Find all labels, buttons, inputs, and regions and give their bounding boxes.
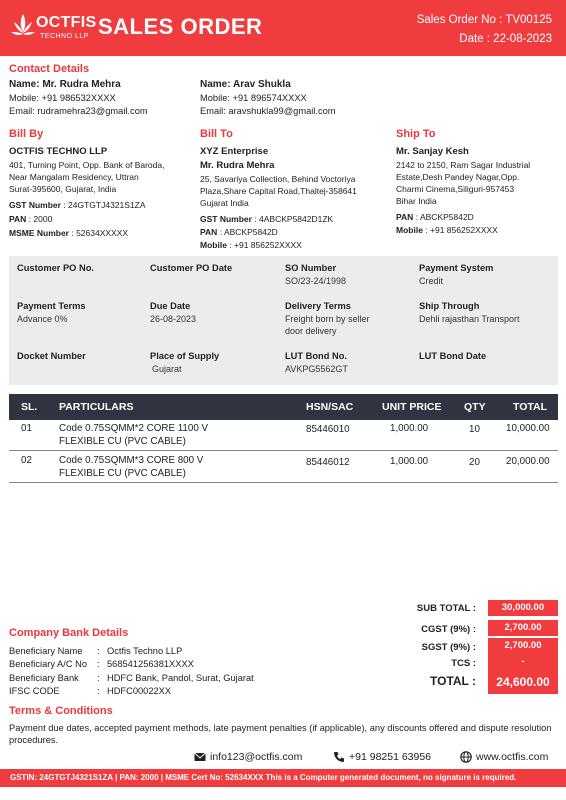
- row-qty: 10: [469, 424, 480, 435]
- envelope-icon: [194, 751, 206, 763]
- row-sl: 01: [21, 423, 32, 434]
- contact-left-mobile: Mobile: +91 986532XXXX: [9, 93, 116, 103]
- info-customer-po-no: Customer PO No.: [17, 263, 94, 273]
- contact-left-name: Name: Mr. Rudra Mehra: [9, 79, 121, 90]
- row-particulars: Code 0.75SQMM*3 CORE 800 V FLEXIBLE CU (PVC CABLE): [59, 455, 204, 479]
- col-hsn: HSN/SAC: [306, 401, 354, 413]
- row-unit-price: 1,000.00: [390, 423, 429, 434]
- contact-phone[interactable]: [333, 751, 431, 763]
- logo-flower-icon: [10, 12, 36, 44]
- phone-text: +91 98251 63956: [349, 751, 432, 763]
- logo-subtitle: TECHNO LLP: [40, 33, 89, 40]
- bill-by-address-3: Surat-395600, Gujarat, India: [9, 184, 117, 194]
- row-hsn: 85446010: [306, 424, 350, 435]
- info-docket-number: Docket Number: [17, 351, 86, 361]
- row-qty: 20: [469, 457, 480, 468]
- bill-by-heading: Bill By: [9, 128, 44, 140]
- ship-to-address-4: Bihar India: [396, 196, 437, 206]
- logo-name: OCTFIS: [36, 14, 97, 31]
- ship-to-person: Mr. Sanjay Kesh: [396, 146, 469, 157]
- row-total: 20,000.00: [506, 456, 550, 467]
- row-unit-price: 1,000.00: [390, 456, 429, 467]
- col-unit-price: UNIT PRICE: [382, 401, 442, 413]
- order-info-panel: [9, 256, 558, 385]
- bill-by-address-1: 401, Turning Point, Opp. Bank of Baroda,: [9, 160, 165, 170]
- bill-to-address-2: Plaza,Share Capital Road,Thaltej-358641: [200, 186, 357, 196]
- bill-by-company: OCTFIS TECHNO LLP: [9, 146, 108, 157]
- info-payment-system: Payment System Credit: [419, 263, 494, 286]
- website-text: www.octfis.com: [476, 751, 549, 763]
- info-lut-bond-date: LUT Bond Date: [419, 351, 487, 361]
- total-label: TOTAL :: [430, 674, 476, 688]
- row-total: 10,000.00: [506, 423, 550, 434]
- terms-text: Payment due dates, accepted payment methods, late payment penalties (if applicable), any discounts offered and dispute resolution procedures.: [9, 723, 552, 745]
- info-customer-po-date: Customer PO Date: [150, 263, 233, 273]
- row-sl: 02: [21, 455, 32, 466]
- info-delivery-terms: Delivery Terms Freight born by seller door delivery: [285, 301, 370, 336]
- globe-icon: [460, 751, 472, 763]
- bill-to-mobile: Mobile : +91 856252XXXX: [200, 240, 302, 250]
- info-lut-bond-no: LUT Bond No. AVKPG5562GT: [285, 351, 348, 374]
- bill-to-address-1: 25, Savariya Collection, Behind Voctoriya: [200, 174, 356, 184]
- document-title: SALES ORDER: [98, 14, 263, 39]
- subtotal-label: SUB TOTAL :: [416, 603, 476, 614]
- company-logo: [10, 8, 97, 48]
- col-qty: QTY: [464, 401, 486, 413]
- row-particulars: Code 0.75SQMM*2 CORE 1100 V FLEXIBLE CU (PVC CABLE): [59, 423, 209, 447]
- bill-to-address-3: Gujarat India: [200, 198, 249, 208]
- bill-to-company: XYZ Enterprise: [200, 146, 269, 157]
- items-table-header: [9, 394, 558, 420]
- total-value: 24,600.00: [488, 670, 558, 694]
- bill-to-heading: Bill To: [200, 128, 233, 140]
- ship-to-pan: PAN : ABCKP5842D: [396, 212, 474, 222]
- sgst-label: SGST (9%) :: [421, 642, 476, 653]
- header-bar: [0, 0, 566, 56]
- subtotal-value: 30,000.00: [488, 600, 558, 616]
- order-date: Date : 22-08-2023: [459, 33, 552, 45]
- info-due-date: Due Date 26-08-2023: [150, 301, 197, 324]
- col-total: TOTAL: [513, 401, 548, 413]
- bill-by-address-2: Near Mangalam Residency, Uttran: [9, 172, 139, 182]
- info-so-number: SO Number SO/23-24/1998: [285, 263, 347, 286]
- contact-website[interactable]: [460, 751, 548, 763]
- col-sl: SL.: [21, 401, 38, 413]
- bill-to-block: [200, 145, 390, 251]
- bill-by-block: [9, 145, 194, 239]
- order-meta: [417, 11, 552, 49]
- table-row: [9, 420, 558, 451]
- contact-right-mobile: Mobile: +91 896574XXXX: [200, 93, 307, 103]
- row-hsn: 85446012: [306, 457, 350, 468]
- bill-to-person: Mr. Rudra Mehra: [200, 160, 275, 171]
- ship-to-address-1: 2142 to 2150, Ram Sagar Industrial: [396, 160, 531, 170]
- contact-email[interactable]: [194, 751, 302, 763]
- phone-icon: [333, 751, 345, 763]
- ship-to-address-3: Charmi Cinema,Siliguri-957453: [396, 184, 515, 194]
- ship-to-address-2: Estate,Desh Pandey Nagar,Opp.: [396, 172, 520, 182]
- email-text: info123@octfis.com: [210, 751, 303, 763]
- bank-heading: Company Bank Details: [9, 627, 129, 639]
- contact-right-name: Name: Arav Shukla: [200, 79, 291, 90]
- cgst-value: 2,700.00: [488, 620, 558, 636]
- contact-right-email: Email: aravshukla99@gmail.com: [200, 105, 336, 116]
- contact-left: [9, 78, 148, 117]
- ship-to-mobile: Mobile : +91 856252XXXX: [396, 225, 498, 235]
- table-row: [9, 451, 558, 483]
- contact-left-email: Email: rudramehra23@gmail.com: [9, 105, 148, 116]
- cgst-label: CGST (9%) :: [421, 624, 476, 635]
- bill-by-pan: PAN : 2000: [9, 214, 53, 224]
- bill-by-gst: GST Number : 24GTGTJ4321S1ZA: [9, 200, 146, 210]
- ship-to-heading: Ship To: [396, 128, 436, 140]
- ship-to-block: [396, 145, 561, 236]
- sgst-value: 2,700.00: [488, 638, 558, 654]
- bill-by-msme: MSME Number : 52634XXXXX: [9, 228, 129, 238]
- col-particulars: PARTICULARS: [59, 401, 134, 413]
- footer-bar: GSTIN: 24GTGTJ4321S1ZA | PAN: 2000 | MSME Cert No: 52634XXX This is a Computer generated document, no signature is required.: [0, 769, 566, 787]
- info-place-of-supply: Place of Supply Gujarat: [150, 351, 220, 374]
- tcs-value: -: [488, 654, 558, 670]
- info-ship-through: Ship Through Dehli rajasthan Transport: [419, 301, 520, 324]
- tcs-label: TCS :: [451, 658, 476, 669]
- contact-heading: Contact Details: [9, 63, 90, 75]
- info-payment-terms: Payment Terms Advance 0%: [17, 301, 86, 324]
- bill-to-pan: PAN : ABCKP5842D: [200, 227, 278, 237]
- contact-right: [200, 78, 336, 117]
- order-number: Sales Order No : TV00125: [416, 14, 552, 26]
- terms-heading: Terms & Conditions: [9, 705, 113, 717]
- bill-to-gst: GST Number : 4ABCKP5842D1ZK: [200, 214, 334, 224]
